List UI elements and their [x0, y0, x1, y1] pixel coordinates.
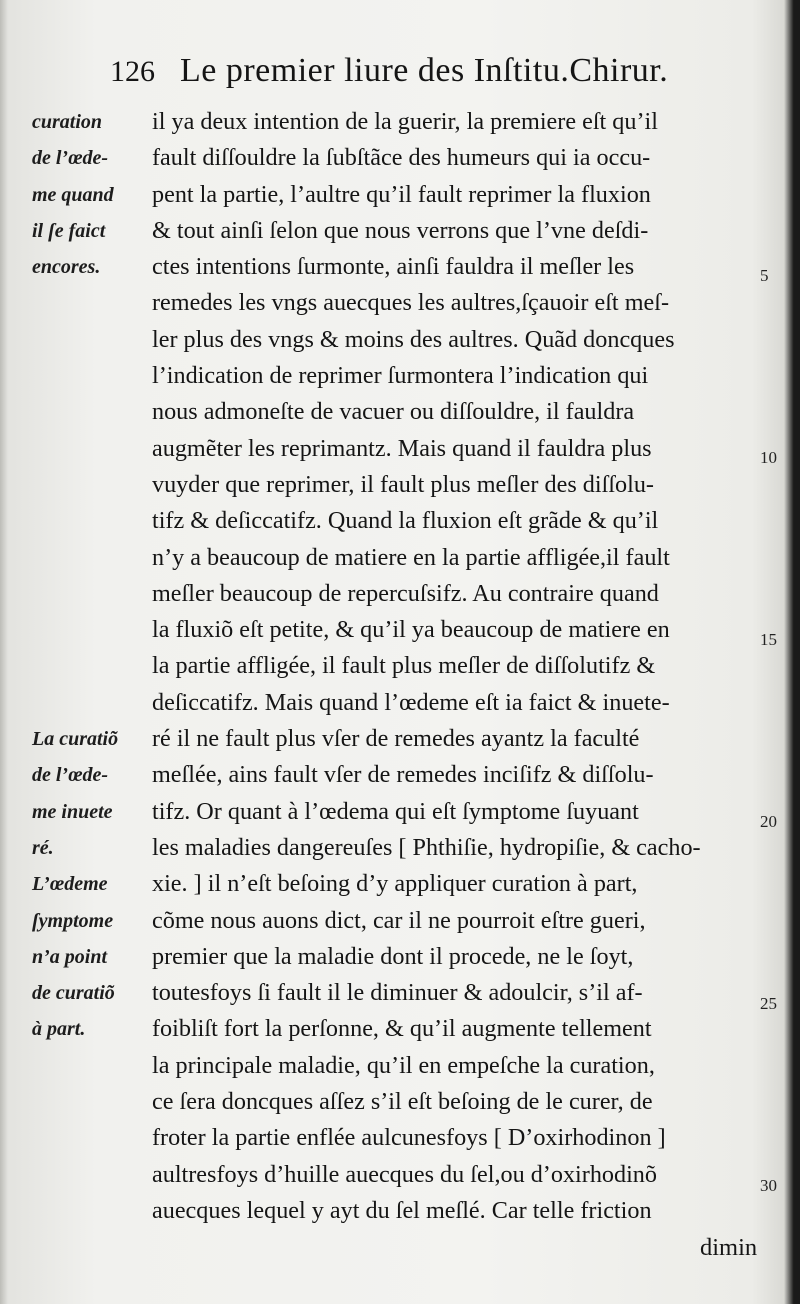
text-line: foibliſt fort la perſonne, & qu’il augmente tellement: [152, 1015, 652, 1043]
margin-notes: [32, 104, 150, 1048]
text-line: ré il ne fault plus vſer de remedes ayantz la faculté: [152, 725, 640, 753]
running-head: Le premier liure des Inſtitu.Chirur.: [180, 52, 669, 89]
margin-note-line: [32, 358, 150, 394]
margin-note-line: de curatiõ: [32, 982, 115, 1005]
text-line: xie. ] il n’eſt beſoing d’y appliquer curation à part,: [152, 870, 638, 898]
margin-note-line: ſymptome: [32, 909, 114, 932]
line-number: 10: [760, 448, 777, 467]
text-line: la fluxiõ eſt petite, & qu’il ya beaucoup de matiere en: [152, 616, 670, 644]
margin-note-line: à part.: [32, 1018, 86, 1041]
page-header: [110, 52, 760, 98]
text-line: fault diſſouldre la ſubſtãce des humeurs qui ia occu-: [152, 144, 651, 172]
margin-note-line: [32, 285, 150, 321]
text-line: la principale maladie, qu’il en empeſche la curation,: [152, 1051, 655, 1079]
margin-note-line: [32, 394, 150, 430]
text-line: l’indication de reprimer ſurmontera l’indication qui: [152, 362, 649, 390]
text-line: meſlée, ains fault vſer de remedes inciſifz & diſſolu-: [152, 761, 654, 789]
text-line: deſiccatifz. Mais quand l’œdeme eſt ia faict & inuete-: [152, 688, 670, 716]
text-line: ler plus des vngs & moins des aultres. Quãd doncques: [152, 325, 675, 353]
margin-note-line: ré.: [32, 836, 54, 859]
gutter-shadow: [0, 0, 8, 1304]
margin-note-line: [32, 431, 150, 467]
text-line: toutesfoys ſi fault il le diminuer & adoulcir, s’il af-: [152, 979, 643, 1007]
margin-note-line: de l’œde-: [32, 147, 109, 170]
margin-note-line: [32, 540, 150, 576]
line-number: 15: [760, 630, 777, 649]
text-line: n’y a beaucoup de matiere en la partie affligée,il fault: [152, 543, 670, 571]
text-line: cõme nous auons dict, car il ne pourroit eſtre gueri,: [152, 906, 646, 934]
margin-note-line: La curatiõ: [32, 728, 119, 751]
text-line: augmẽter les reprimantz. Mais quand il fauldra plus: [152, 434, 652, 462]
margin-note-line: [32, 503, 150, 539]
text-line: auecques lequel y ayt du ſel meſlé. Car telle friction: [152, 1196, 652, 1224]
margin-note-line: encores.: [32, 256, 101, 279]
margin-note-line: n’a point: [32, 945, 108, 968]
text-line: ctes intentions ſurmonte, ainſi fauldra il meſler les: [152, 253, 635, 281]
text-line: meſler beaucoup de repercuſsifz. Au contraire quand: [152, 579, 659, 607]
text-line: & tout ainſi ſelon que nous verrons que l’vne deſdi-: [152, 216, 649, 244]
margin-note-line: [32, 612, 150, 648]
text-line: la partie affligée, il fault plus meſler de diſſolutifz &: [152, 652, 656, 680]
margin-note-line: me inuete: [32, 800, 113, 823]
line-number: 25: [760, 994, 777, 1013]
text-line: remedes les vngs auecques les aultres,ſçauoir eſt meſ-: [152, 289, 670, 317]
margin-note-line: de l’œde-: [32, 764, 109, 787]
line-number: 30: [760, 1176, 777, 1195]
text-line: tifz & deſiccatifz. Quand la fluxion eſt grãde & qu’il: [152, 507, 659, 535]
page-number: 126: [110, 55, 155, 88]
line-number: 20: [760, 812, 777, 831]
margin-note-line: [32, 648, 150, 684]
margin-note-line: L’œdeme: [32, 873, 108, 896]
text-line: tifz. Or quant à l’œdema qui eſt ſymptome ſuyuant: [152, 797, 639, 825]
margin-note-line: [32, 467, 150, 503]
line-number: 5: [760, 266, 769, 285]
text-line: froter la partie enflée aulcunesfoys [ D’oxirhodinon ]: [152, 1124, 666, 1152]
margin-note-line: il ſe faict: [32, 219, 106, 242]
margin-note-line: [32, 322, 150, 358]
text-line: vuyder que reprimer, il fault plus meſler des diſſolu-: [152, 470, 654, 498]
text-line: aultresfoys d’huille auecques du ſel,ou d’oxirhodinõ: [152, 1160, 657, 1188]
text-line: ce ſera doncques aſſez s’il eſt beſoing de le curer, de: [152, 1088, 653, 1116]
catchword: dimin: [700, 1234, 758, 1261]
text-line: il ya deux intention de la guerir, la premiere eſt qu’il: [152, 108, 658, 135]
margin-note-line: me quand: [32, 183, 114, 206]
text-line: premier que la maladie dont il procede, ne le ſoyt,: [152, 942, 634, 970]
margin-note-line: [32, 576, 150, 612]
body-text: [152, 104, 766, 1229]
margin-note-line: curation: [32, 111, 103, 133]
text-line: nous admoneſte de vacuer ou diſſouldre, il fauldra: [152, 398, 635, 426]
text-line: pent la partie, l’aultre qu’il fault reprimer la fluxion: [152, 180, 651, 208]
text-line: les maladies dangereuſes [ Phthiſie, hydropiſie, & cacho-: [152, 833, 701, 861]
margin-note-line: [32, 685, 150, 721]
